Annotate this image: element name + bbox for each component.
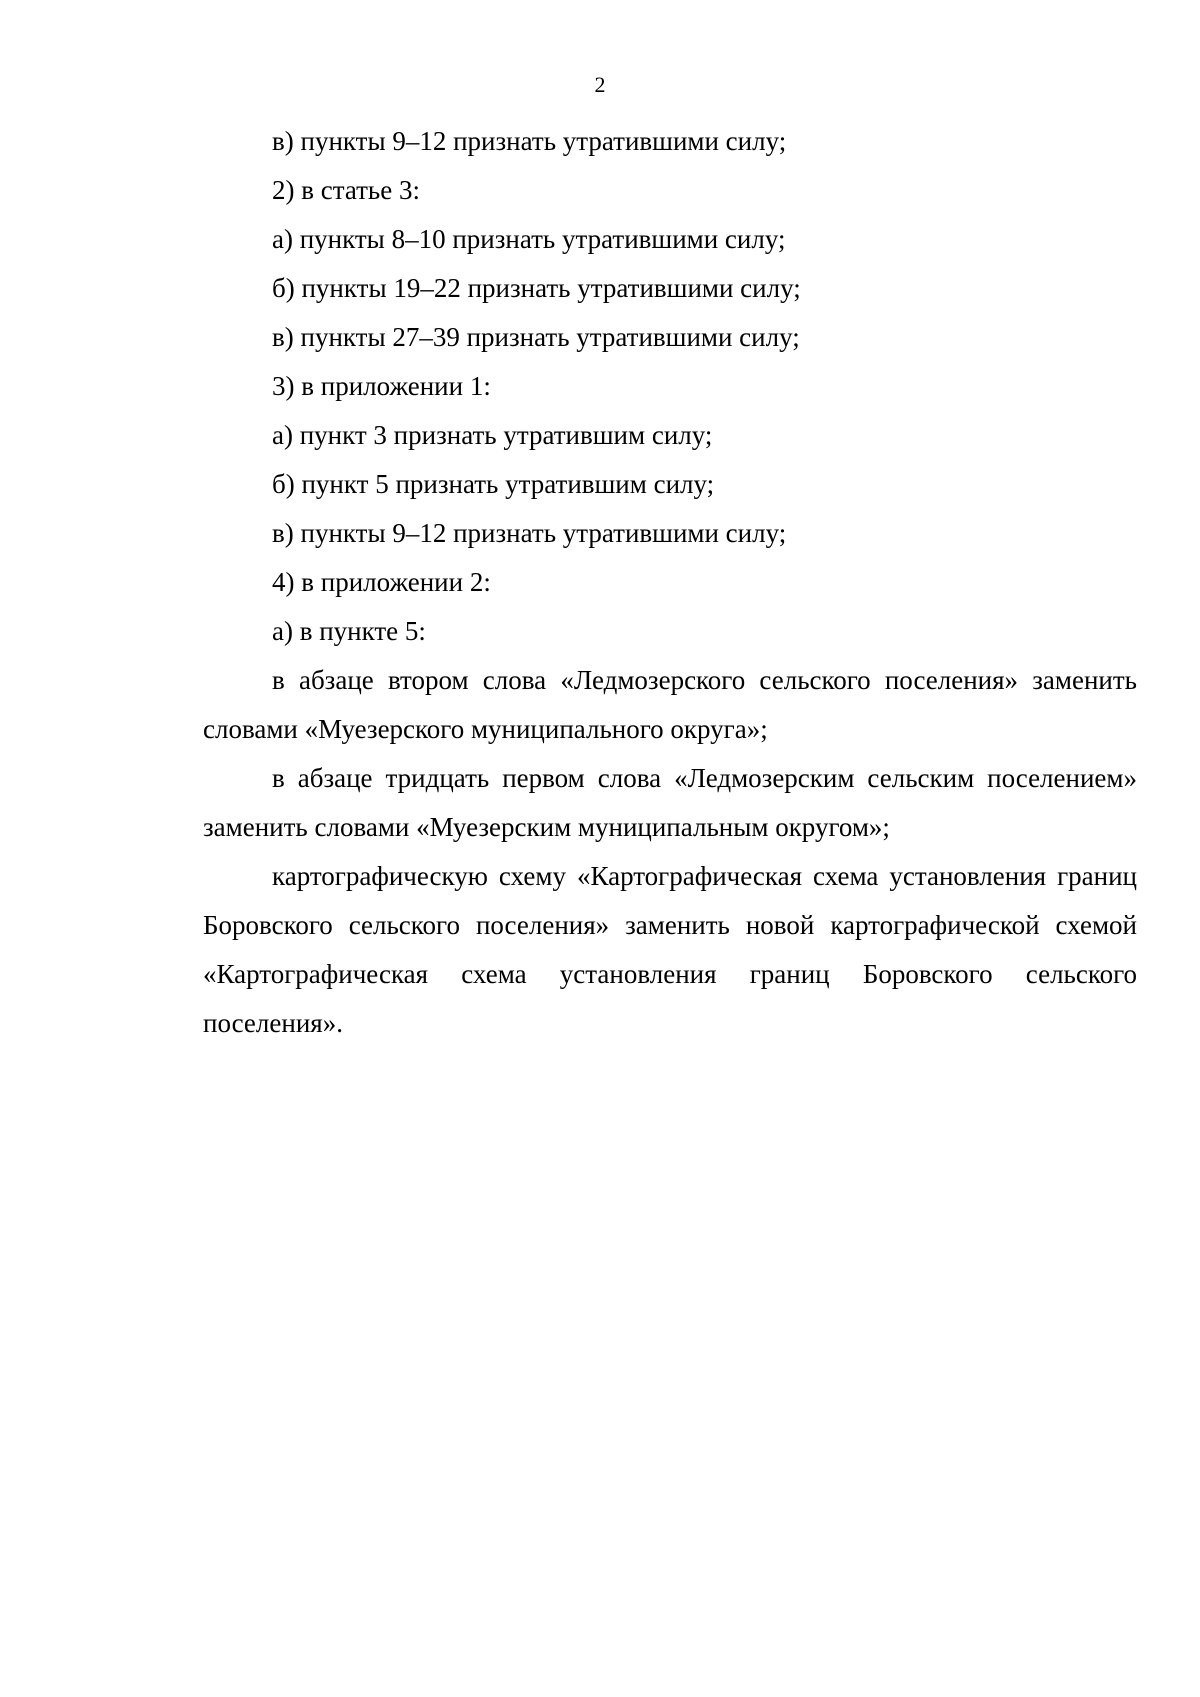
paragraph-cartographic-scheme: картографическую схему «Картографическая схема установления границ Боровского сельского поселения» заменить новой картографической схемой «Картографическая схема установления границ Боровского сельского поселения». [203,861,1137,1038]
paragraph-item-v-1: в) пункты 9–12 признать утратившими силу; [272,126,787,156]
paragraph-item-a-1: а) пункты 8–10 признать утратившими силу; [272,224,786,254]
paragraph-article-3: 2) в статье 3: [272,175,420,205]
paragraph-item-b-1: б) пункты 19–22 признать утратившими силу; [272,273,801,303]
paragraph-appendix-2: 4) в приложении 2: [272,567,491,597]
paragraph-thirty-first-abzac: в абзаце тридцать первом слова «Ледмозерским сельским поселением» заменить словами «Муезерским муниципальным округом»; [203,763,1137,842]
paragraph-item-b-2: б) пункт 5 признать утратившим силу; [272,469,715,499]
paragraph-second-abzac: в абзаце втором слова «Ледмозерского сельского поселения» заменить словами «Муезерского муниципального округа»; [203,665,1137,744]
paragraph-item-a-2: а) пункт 3 признать утратившим силу; [272,420,713,450]
paragraph-item-a-point-5: а) в пункте 5: [272,616,426,646]
page-number: 2 [594,72,606,97]
paragraph-item-v-3: в) пункты 9–12 признать утратившими силу; [272,518,787,548]
paragraph-appendix-1: 3) в приложении 1: [272,371,491,401]
paragraph-item-v-2: в) пункты 27–39 признать утратившими силу; [272,322,800,352]
document-body [203,117,1137,1048]
